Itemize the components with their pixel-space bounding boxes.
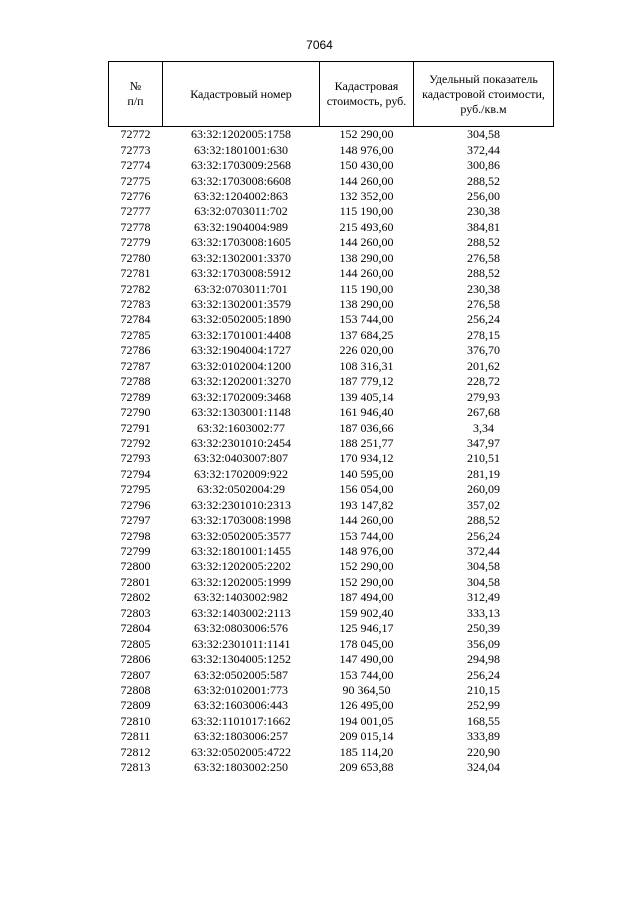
cadastral-cost-cell: 108 316,31 <box>339 358 394 373</box>
row-number-cell: 72783 <box>120 297 151 312</box>
row-number-cell: 72785 <box>120 327 151 342</box>
row-number-cell: 72780 <box>120 250 151 265</box>
specific-cost-cell: 276,58 <box>467 250 500 265</box>
cadastral-cost-cell: 209 653,88 <box>339 760 394 775</box>
cadastral-number-cell: 63:32:1703008:1605 <box>190 235 291 250</box>
table-row <box>109 575 554 590</box>
cadastral-cost-cell: 90 364,50 <box>342 682 391 697</box>
cadastral-cost-cell: 187 036,66 <box>339 420 394 435</box>
cadastral-number-cell: 63:32:1302001:3579 <box>190 297 291 312</box>
table-row <box>109 451 554 466</box>
cadastral-number-cell: 63:32:1304005:1252 <box>190 652 291 667</box>
table-row <box>109 281 554 296</box>
row-number-cell: 72777 <box>120 204 151 219</box>
cadastral-number-cell: 63:32:1702009:3468 <box>190 389 291 404</box>
header-cadastral-cost: Кадастровая стоимость, руб. <box>320 62 414 127</box>
table-row <box>109 297 554 312</box>
cadastral-number-cell: 63:32:0102004:1200 <box>190 358 291 373</box>
table-row <box>109 698 554 713</box>
cadastral-number-cell: 63:32:2301010:2313 <box>190 497 291 512</box>
row-number-cell: 72788 <box>120 374 151 389</box>
row-number-cell: 72778 <box>120 219 151 234</box>
table-row <box>109 683 554 698</box>
specific-cost-cell: 304,58 <box>467 127 500 142</box>
cadastral-number-cell: 63:32:1703008:5912 <box>190 266 291 281</box>
cadastral-number-cell: 63:32:1703008:6608 <box>190 173 291 188</box>
cadastral-cost-cell: 148 976,00 <box>339 544 394 559</box>
specific-cost-cell: 333,89 <box>467 729 500 744</box>
table-row <box>109 142 554 157</box>
cadastral-number-cell: 63:32:1801001:630 <box>193 142 288 157</box>
table-row <box>109 158 554 173</box>
cadastral-number-cell: 63:32:0502005:1890 <box>190 312 291 327</box>
page-number: 7064 <box>306 38 333 52</box>
specific-cost-cell: 300,86 <box>467 158 500 173</box>
cadastral-cost-cell: 132 352,00 <box>339 188 394 203</box>
cadastral-number-cell: 63:32:1303001:1148 <box>191 405 291 420</box>
table-row <box>109 606 554 621</box>
table-row <box>109 405 554 420</box>
table-row <box>109 729 554 744</box>
specific-cost-cell: 372,44 <box>467 142 500 157</box>
table-row <box>109 652 554 667</box>
specific-cost-cell: 288,52 <box>467 235 500 250</box>
specific-cost-cell: 357,02 <box>467 497 500 512</box>
table-row <box>109 220 554 235</box>
cadastral-cost-cell: 144 260,00 <box>339 513 394 528</box>
specific-cost-cell: 294,98 <box>467 652 500 667</box>
row-number-cell: 72782 <box>120 281 151 296</box>
cadastral-cost-cell: 153 744,00 <box>339 528 394 543</box>
table-row <box>109 359 554 374</box>
table-row <box>109 343 554 358</box>
cadastral-cost-cell: 138 290,00 <box>339 250 394 265</box>
row-number-cell: 72775 <box>120 173 151 188</box>
cadastral-cost-cell: 144 260,00 <box>339 266 394 281</box>
specific-cost-cell: 304,58 <box>467 559 500 574</box>
specific-cost-cell: 210,51 <box>467 451 500 466</box>
table-row <box>109 482 554 497</box>
cadastral-number-cell: 63:32:2301010:2454 <box>190 435 291 450</box>
specific-cost-cell: 256,24 <box>467 312 500 327</box>
cadastral-cost-cell: 144 260,00 <box>339 235 394 250</box>
table-row <box>109 436 554 451</box>
row-number-cell: 72776 <box>120 188 151 203</box>
table-row <box>109 745 554 760</box>
specific-cost-cell: 210,15 <box>467 682 500 697</box>
row-number-cell: 72805 <box>120 636 151 651</box>
row-number-cell: 72801 <box>120 574 151 589</box>
table-row <box>109 528 554 543</box>
specific-cost-cell: 281,19 <box>467 466 500 481</box>
table-row <box>109 374 554 389</box>
cadastral-cost-cell: 115 190,00 <box>339 281 394 296</box>
row-number-cell: 72796 <box>120 497 151 512</box>
table-row <box>109 173 554 188</box>
cadastral-cost-cell: 148 976,00 <box>339 142 394 157</box>
specific-cost-cell: 347,97 <box>467 435 500 450</box>
row-number-cell: 72794 <box>120 466 151 481</box>
row-number-cell: 72787 <box>120 358 151 373</box>
cadastral-cost-cell: 152 290,00 <box>339 559 394 574</box>
cadastral-number-cell: 63:32:0703011:702 <box>194 204 288 219</box>
row-number-cell: 72806 <box>120 652 151 667</box>
table-row <box>109 189 554 204</box>
cadastral-number-cell: 63:32:1703009:2568 <box>190 158 291 173</box>
cadastral-cost-cell: 156 054,00 <box>339 482 394 497</box>
cadastral-cost-cell: 147 490,00 <box>339 652 394 667</box>
specific-cost-cell: 230,38 <box>467 281 500 296</box>
cadastral-cost-cell: 139 405,14 <box>339 389 394 404</box>
row-number-cell: 72808 <box>120 682 151 697</box>
cadastral-cost-cell: 185 114,20 <box>339 744 394 759</box>
row-number-cell: 72798 <box>120 528 151 543</box>
row-number-cell: 72813 <box>120 760 151 775</box>
table-row <box>109 667 554 682</box>
cadastral-number-cell: 63:32:0502005:4722 <box>190 744 291 759</box>
cadastral-number-cell: 63:32:0502005:587 <box>193 667 288 682</box>
row-number-cell: 72795 <box>120 482 151 497</box>
table-row <box>109 714 554 729</box>
cadastral-cost-cell: 152 290,00 <box>339 127 394 142</box>
specific-cost-cell: 288,52 <box>467 173 500 188</box>
table-row <box>109 389 554 404</box>
cadastral-number-cell: 63:32:1202005:1758 <box>190 127 291 142</box>
row-number-cell: 72789 <box>120 389 151 404</box>
table-row <box>109 513 554 528</box>
row-number-cell: 72773 <box>120 142 151 157</box>
header-specific-cost: Удельный показатель кадастровой стоимости, руб./кв.м <box>414 62 554 127</box>
table-row <box>109 312 554 327</box>
table-row <box>109 760 554 775</box>
cadastral-number-cell: 63:32:0703011:701 <box>194 281 288 296</box>
cadastral-number-cell: 63:32:0403007:807 <box>193 451 288 466</box>
row-number-cell: 72799 <box>120 544 151 559</box>
table-row <box>109 204 554 219</box>
specific-cost-cell: 168,55 <box>467 713 500 728</box>
row-number-cell: 72803 <box>120 605 151 620</box>
specific-cost-cell: 256,24 <box>467 528 500 543</box>
cadastral-cost-cell: 152 290,00 <box>339 574 394 589</box>
cadastral-number-cell: 63:32:1302001:3370 <box>190 250 291 265</box>
table-header-row <box>109 62 554 127</box>
table-row <box>109 498 554 513</box>
cadastral-cost-cell: 178 045,00 <box>339 636 394 651</box>
specific-cost-cell: 3,34 <box>473 420 494 435</box>
row-number-cell: 72807 <box>120 667 151 682</box>
cadastral-cost-cell: 187 494,00 <box>339 590 394 605</box>
table-row <box>109 544 554 559</box>
cadastral-cost-cell: 187 779,12 <box>339 374 394 389</box>
cadastral-number-cell: 63:32:0803006:576 <box>193 621 288 636</box>
table-row <box>109 467 554 482</box>
cadastral-cost-cell: 159 902,40 <box>339 605 394 620</box>
specific-cost-cell: 279,93 <box>467 389 500 404</box>
cadastral-number-cell: 63:32:0502005:3577 <box>190 528 291 543</box>
specific-cost-cell: 288,52 <box>467 513 500 528</box>
cadastral-number-cell: 63:32:1202005:2202 <box>190 559 291 574</box>
cadastral-cost-cell: 194 001,05 <box>339 713 394 728</box>
specific-cost-cell: 228,72 <box>467 374 500 389</box>
row-number-cell: 72784 <box>120 312 151 327</box>
specific-cost-cell: 260,09 <box>467 482 500 497</box>
cadastral-cost-cell: 140 595,00 <box>339 466 394 481</box>
table-row <box>109 621 554 636</box>
specific-cost-cell: 201,62 <box>467 358 500 373</box>
row-number-cell: 72812 <box>120 744 151 759</box>
cadastral-number-cell: 63:32:0502004:29 <box>196 482 285 497</box>
cadastral-value-table <box>108 61 554 775</box>
cadastral-cost-cell: 126 495,00 <box>339 698 394 713</box>
table-row <box>109 127 554 143</box>
cadastral-cost-cell: 153 744,00 <box>339 312 394 327</box>
specific-cost-cell: 267,68 <box>467 405 500 420</box>
cadastral-cost-cell: 115 190,00 <box>339 204 394 219</box>
specific-cost-cell: 324,04 <box>467 760 500 775</box>
specific-cost-cell: 220,90 <box>467 744 500 759</box>
specific-cost-cell: 276,58 <box>467 297 500 312</box>
cadastral-cost-cell: 209 015,14 <box>339 729 394 744</box>
specific-cost-cell: 376,70 <box>467 343 500 358</box>
cadastral-cost-cell: 226 020,00 <box>339 343 394 358</box>
table-row <box>109 251 554 266</box>
table-row <box>109 235 554 250</box>
table-row <box>109 590 554 605</box>
row-number-cell: 72800 <box>120 559 151 574</box>
cadastral-number-cell: 63:32:1904004:989 <box>193 219 288 234</box>
row-number-cell: 72797 <box>120 513 151 528</box>
cadastral-number-cell: 63:32:1403002:2113 <box>191 605 291 620</box>
cadastral-number-cell: 63:32:0102001:773 <box>193 682 288 697</box>
specific-cost-cell: 252,99 <box>467 698 500 713</box>
cadastral-number-cell: 63:32:1801001:1455 <box>190 544 291 559</box>
row-number-cell: 72781 <box>120 266 151 281</box>
row-number-cell: 72793 <box>120 451 151 466</box>
table-row <box>109 266 554 281</box>
cadastral-number-cell: 63:32:1204002:863 <box>193 188 288 203</box>
specific-cost-cell: 230,38 <box>467 204 500 219</box>
row-number-cell: 72774 <box>120 158 151 173</box>
specific-cost-cell: 372,44 <box>467 544 500 559</box>
cadastral-number-cell: 63:32:1101017:1662 <box>191 713 291 728</box>
cadastral-cost-cell: 125 946,17 <box>339 621 394 636</box>
specific-cost-cell: 304,58 <box>467 574 500 589</box>
specific-cost-cell: 256,00 <box>467 188 500 203</box>
specific-cost-cell: 312,49 <box>467 590 500 605</box>
header-row-number: № п/п <box>109 62 163 127</box>
cadastral-number-cell: 63:32:1703008:1998 <box>190 513 291 528</box>
cadastral-cost-cell: 137 684,25 <box>339 327 394 342</box>
specific-cost-cell: 356,09 <box>467 636 500 651</box>
row-number-cell: 72779 <box>120 235 151 250</box>
row-number-cell: 72792 <box>120 435 151 450</box>
cadastral-cost-cell: 193 147,82 <box>339 497 394 512</box>
cadastral-number-cell: 63:32:1803002:250 <box>193 760 288 775</box>
header-cadastral-number: Кадастровый номер <box>163 62 320 127</box>
cadastral-number-cell: 63:32:1702009:922 <box>193 466 288 481</box>
specific-cost-cell: 333,13 <box>467 605 500 620</box>
cadastral-cost-cell: 161 946,40 <box>339 405 394 420</box>
specific-cost-cell: 384,81 <box>467 219 500 234</box>
cadastral-number-cell: 63:32:1403002:982 <box>193 590 288 605</box>
row-number-cell: 72810 <box>120 713 151 728</box>
table-row <box>109 420 554 435</box>
cadastral-cost-cell: 144 260,00 <box>339 173 394 188</box>
cadastral-number-cell: 63:32:1904004:1727 <box>190 343 291 358</box>
row-number-cell: 72786 <box>120 343 151 358</box>
row-number-cell: 72802 <box>120 590 151 605</box>
row-number-cell: 72811 <box>120 729 151 744</box>
cadastral-cost-cell: 170 934,12 <box>339 451 394 466</box>
cadastral-cost-cell: 215 493,60 <box>339 219 394 234</box>
table-body <box>109 127 554 776</box>
specific-cost-cell: 256,24 <box>467 667 500 682</box>
cadastral-number-cell: 63:32:1701001:4408 <box>190 327 291 342</box>
cadastral-number-cell: 63:32:1202005:1999 <box>190 574 291 589</box>
table-row <box>109 636 554 651</box>
cadastral-cost-cell: 150 430,00 <box>339 158 394 173</box>
cadastral-number-cell: 63:32:1202001:3270 <box>190 374 291 389</box>
row-number-cell: 72809 <box>120 698 151 713</box>
cadastral-cost-cell: 153 744,00 <box>339 667 394 682</box>
cadastral-number-cell: 63:32:1803006:257 <box>193 729 288 744</box>
table-row <box>109 559 554 574</box>
row-number-cell: 72772 <box>120 127 151 142</box>
row-number-cell: 72804 <box>120 621 151 636</box>
cadastral-number-cell: 63:32:1603006:443 <box>193 698 288 713</box>
row-number-cell: 72791 <box>120 420 151 435</box>
row-number-cell: 72790 <box>120 405 151 420</box>
cadastral-number-cell: 63:32:1603002:77 <box>196 420 285 435</box>
cadastral-cost-cell: 188 251,77 <box>339 435 394 450</box>
specific-cost-cell: 278,15 <box>467 327 500 342</box>
cadastral-number-cell: 63:32:2301011:1141 <box>191 636 291 651</box>
specific-cost-cell: 250,39 <box>467 621 500 636</box>
cadastral-cost-cell: 138 290,00 <box>339 297 394 312</box>
table-row <box>109 328 554 343</box>
specific-cost-cell: 288,52 <box>467 266 500 281</box>
